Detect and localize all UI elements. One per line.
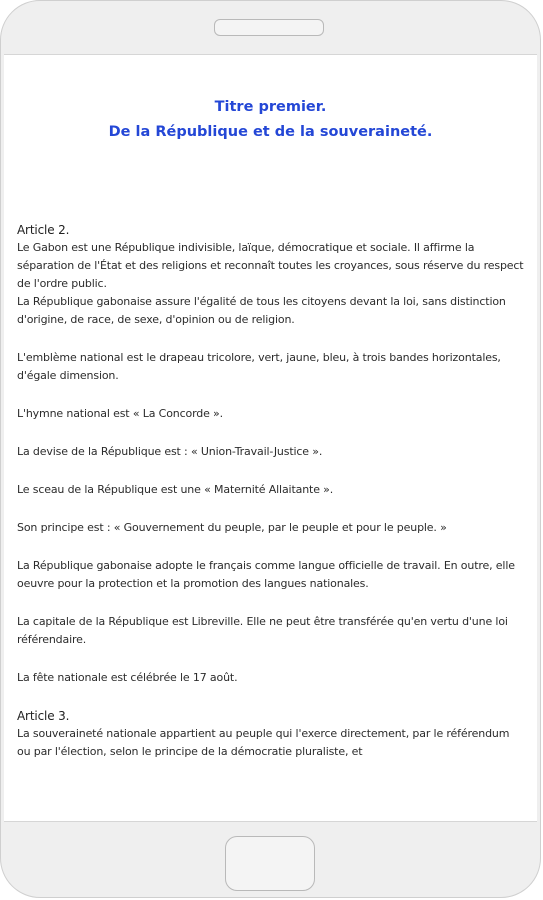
home-button[interactable] (225, 836, 315, 891)
article-2-paragraph: Son principe est : « Gouvernement du peuple, par le peuple et pour le peuple. » (17, 521, 447, 534)
article-2-paragraph: La République gabonaise assure l'égalité de tous les citoyens devant la loi, sans distinction d'origine, de race, de sexe, d'opinion ou de religion. (17, 295, 506, 326)
phone-screen[interactable] (4, 54, 537, 822)
article-2-paragraph: La devise de la République est : « Union-Travail-Justice ». (17, 445, 323, 458)
article-2-heading: Article 2. (17, 223, 70, 237)
title-line-2: De la République et de la souveraineté. (108, 124, 433, 140)
article-2-paragraph: La République gabonaise adopte le français comme langue officielle de travail. En outre, elle oeuvre pour la protection et la promotion des langues nationales. (17, 559, 515, 590)
article-3-heading: Article 3. (17, 709, 70, 723)
article-2-paragraph: La capitale de la République est Libreville. Elle ne peut être transférée qu'en vertu d'une loi référendaire. (17, 615, 508, 646)
phone-speaker (214, 19, 324, 36)
article-content (17, 221, 525, 761)
article-2-paragraph: L'emblème national est le drapeau tricolore, vert, jaune, bleu, à trois bandes horizontales, d'égale dimension. (17, 351, 501, 382)
article-2-paragraph: Le Gabon est une République indivisible, laïque, démocratique et sociale. Il affirme la séparation de l'État et des religions et reconnaît toutes les croyances, sous réserve du respect de l'ordre public. (17, 241, 524, 290)
article-2-paragraph: La fête nationale est célébrée le 17 août. (17, 671, 238, 684)
title-line-1: Titre premier. (214, 99, 327, 115)
article-2-paragraph: Le sceau de la République est une « Maternité Allaitante ». (17, 483, 334, 496)
article-2-paragraph: L'hymne national est « La Concorde ». (17, 407, 223, 420)
article-3-paragraph: La souveraineté nationale appartient au peuple qui l'exerce directement, par le référendum ou par l'élection, selon le principe de la démocratie pluraliste, et (17, 727, 510, 758)
page-title (4, 95, 537, 145)
